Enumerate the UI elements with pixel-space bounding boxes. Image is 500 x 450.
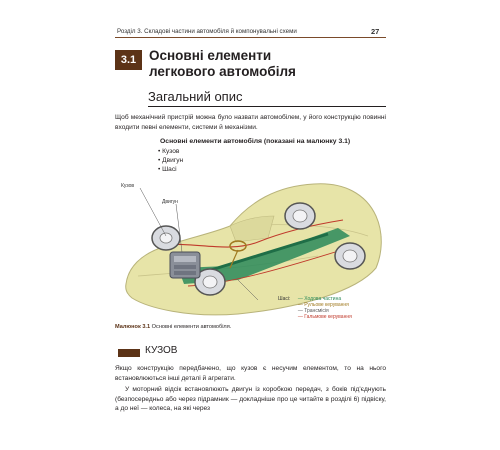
section-marker-bar	[118, 349, 140, 357]
legend-item-running-gear: — Ходова частина	[297, 296, 342, 302]
body-paragraph-2-text: У моторний відсік встановлюють двигун із коробкою передач, з боків під'єднують (безпосередньо або через підрамник — докладніше про це читайте в розділі 6) підвіску, а до неї — колеса, на які через	[115, 386, 386, 412]
chassis-legend	[278, 296, 352, 320]
legend-item-transmission: — Трансмісія	[297, 308, 329, 314]
chassis-label: Шасі:	[278, 296, 291, 302]
body-callout-line	[140, 188, 166, 236]
page-number: 27	[371, 27, 380, 36]
rear-wheel-bottom	[335, 243, 365, 269]
legend-item-brakes: — Гальмове керування	[297, 314, 352, 320]
list-item-chassis: • Шасі	[158, 166, 177, 173]
chassis-legend-items	[298, 296, 352, 320]
engine-block	[170, 252, 200, 278]
legend-item-steering: — Рульове керування	[297, 302, 349, 308]
list-heading: Основні елементи автомобіля (показані на малюнку 3.1)	[160, 138, 351, 145]
figure-caption	[115, 324, 231, 330]
figure-caption-text: Основні елементи автомобіля.	[151, 324, 232, 330]
chassis-legend-label	[278, 296, 290, 302]
intro-paragraph: Щоб механічний пристрій можна було назвати автомобілем, у його конструкцію повинні входити певні елементи, системи й механізми.	[115, 114, 386, 131]
front-wheel-top	[152, 226, 180, 250]
section-title	[149, 48, 369, 80]
callout-body: Кузов	[121, 183, 135, 189]
callout-engine: Двигун	[162, 199, 178, 205]
body-paragraph-2	[115, 385, 386, 414]
figure-caption-label: Малюнок 3.1	[115, 324, 151, 330]
list-item-body: • Кузов	[158, 148, 180, 155]
subsection-rule	[148, 106, 386, 107]
list-item-engine: • Двигун	[158, 157, 184, 164]
rear-wheel-top	[285, 203, 315, 229]
header-rule	[115, 37, 386, 38]
body-section-title: КУЗОВ	[145, 345, 178, 356]
section-title-line1: Основні елементи	[149, 48, 272, 63]
body-paragraph-1: Якщо конструкцію передбачено, що кузов є несучим елементом, то на нього встановлюються інші деталі й агрегати.	[115, 365, 386, 382]
section-number-badge: 3.1	[115, 50, 142, 70]
section-title-line2: легкового автомобіля	[149, 64, 296, 79]
subsection-title: Загальний опис	[148, 89, 243, 104]
running-title: Розділ 3. Складові частини автомобіля й компонувальні схеми	[117, 28, 297, 35]
